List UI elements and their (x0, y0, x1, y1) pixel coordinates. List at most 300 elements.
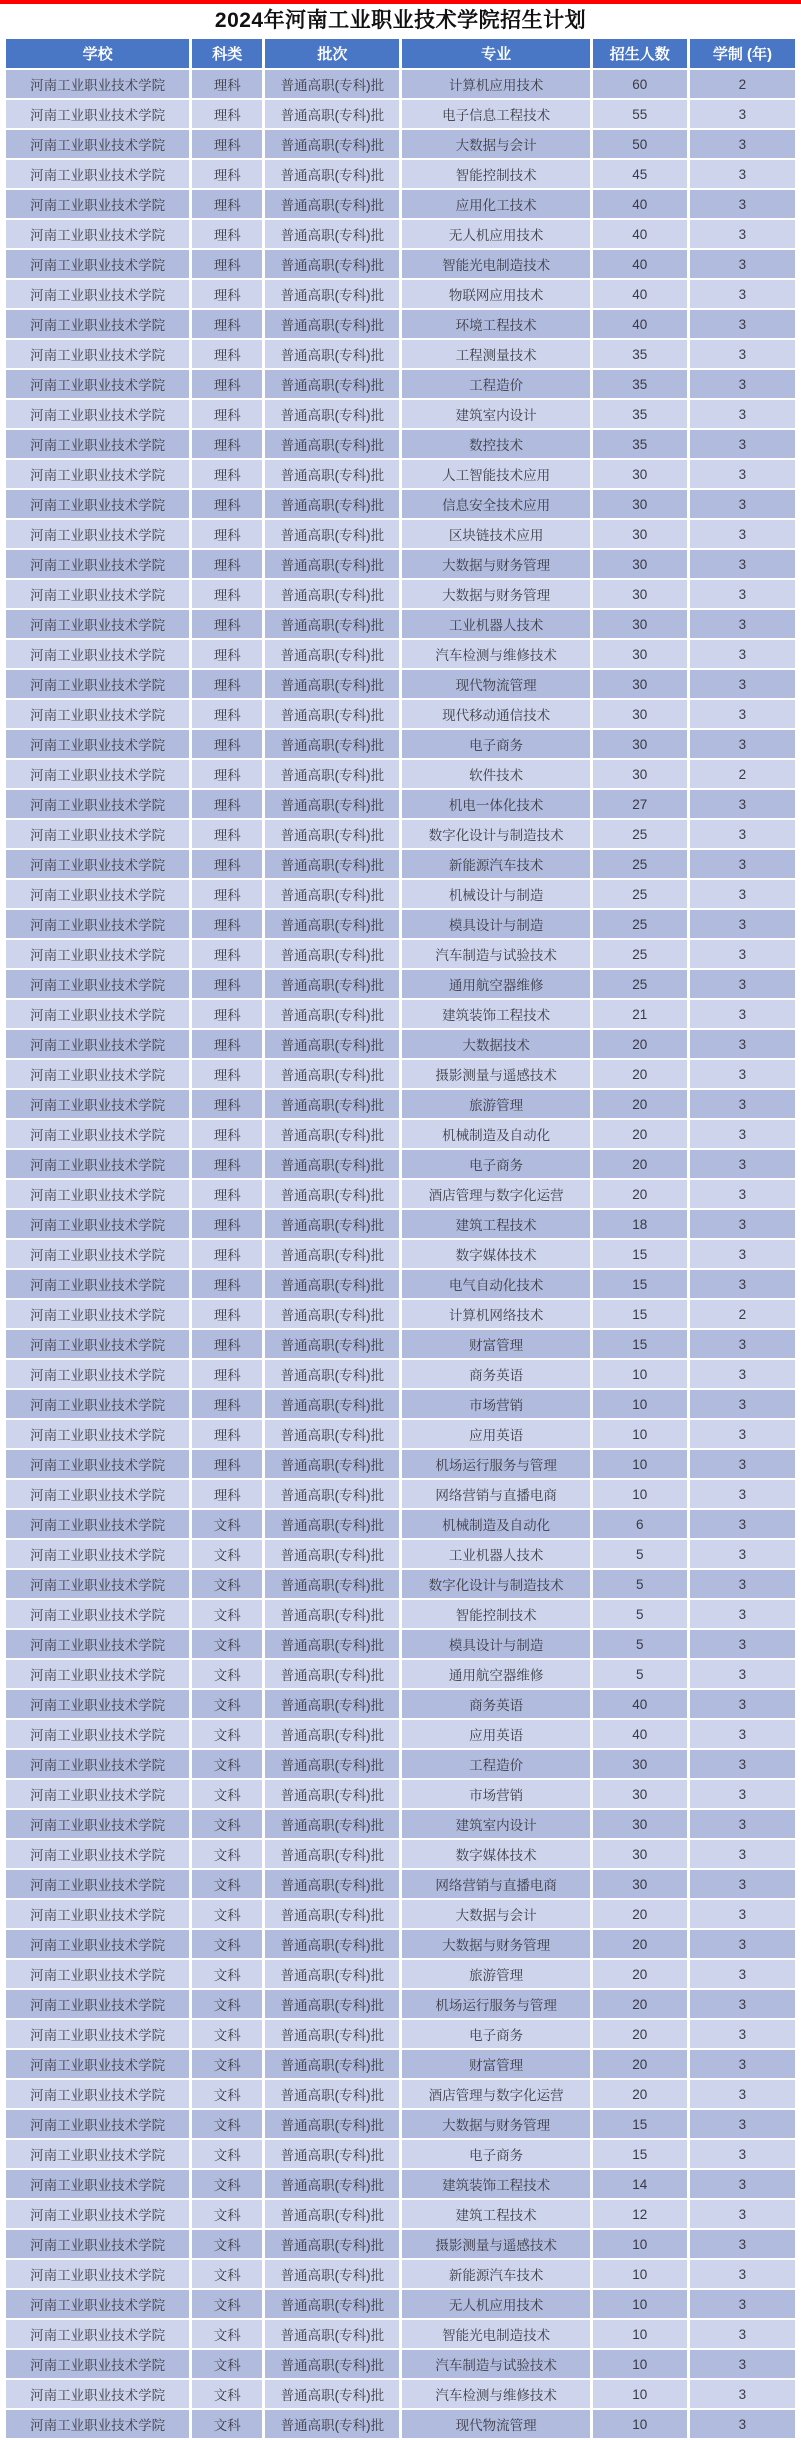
major-cell: 大数据与会计 (402, 1900, 589, 1928)
count-cell: 15 (593, 2110, 687, 2138)
school-cell: 河南工业职业技术学院 (6, 910, 189, 938)
count-cell: 40 (593, 310, 687, 338)
years-cell: 3 (690, 910, 795, 938)
count-cell: 20 (593, 1090, 687, 1118)
school-cell: 河南工业职业技术学院 (6, 1510, 189, 1538)
table-row (6, 220, 795, 248)
major-cell: 数字化设计与制造技术 (402, 820, 589, 848)
school-cell: 河南工业职业技术学院 (6, 940, 189, 968)
major-cell: 网络营销与直播电商 (402, 1870, 589, 1898)
years-cell: 3 (690, 340, 795, 368)
school-cell: 河南工业职业技术学院 (6, 1480, 189, 1508)
category-cell: 理科 (192, 610, 262, 638)
count-cell: 40 (593, 1690, 687, 1718)
category-cell: 文科 (192, 2230, 262, 2258)
batch-cell: 普通高职(专科)批 (265, 250, 399, 278)
count-cell: 30 (593, 580, 687, 608)
count-cell: 10 (593, 2320, 687, 2348)
category-cell: 理科 (192, 400, 262, 428)
count-cell: 30 (593, 1870, 687, 1898)
batch-cell: 普通高职(专科)批 (265, 760, 399, 788)
batch-cell: 普通高职(专科)批 (265, 610, 399, 638)
major-cell: 智能光电制造技术 (402, 250, 589, 278)
school-cell: 河南工业职业技术学院 (6, 2410, 189, 2438)
table-row (6, 1630, 795, 1658)
years-cell: 3 (690, 250, 795, 278)
major-cell: 物联网应用技术 (402, 280, 589, 308)
major-cell: 建筑工程技术 (402, 1210, 589, 1238)
years-cell: 3 (690, 100, 795, 128)
years-cell: 3 (690, 790, 795, 818)
table-row (6, 2110, 795, 2138)
years-cell: 3 (690, 130, 795, 158)
school-cell: 河南工业职业技术学院 (6, 2020, 189, 2048)
years-cell: 3 (690, 490, 795, 518)
count-cell: 5 (593, 1630, 687, 1658)
major-cell: 汽车制造与试验技术 (402, 940, 589, 968)
category-cell: 理科 (192, 70, 262, 98)
school-cell: 河南工业职业技术学院 (6, 250, 189, 278)
table-row (6, 2350, 795, 2378)
school-cell: 河南工业职业技术学院 (6, 730, 189, 758)
count-cell: 25 (593, 820, 687, 848)
category-cell: 理科 (192, 1000, 262, 1028)
category-cell: 文科 (192, 1720, 262, 1748)
count-cell: 30 (593, 1750, 687, 1778)
count-cell: 30 (593, 760, 687, 788)
major-cell: 网络营销与直播电商 (402, 1480, 589, 1508)
category-cell: 文科 (192, 2320, 262, 2348)
category-cell: 理科 (192, 1090, 262, 1118)
category-cell: 文科 (192, 2200, 262, 2228)
category-cell: 理科 (192, 1210, 262, 1238)
batch-cell: 普通高职(专科)批 (265, 1120, 399, 1148)
years-cell: 3 (690, 1390, 795, 1418)
years-cell: 3 (690, 1060, 795, 1088)
category-cell: 理科 (192, 490, 262, 518)
table-row (6, 1660, 795, 1688)
count-cell: 35 (593, 400, 687, 428)
years-cell: 3 (690, 1900, 795, 1928)
category-cell: 文科 (192, 1540, 262, 1568)
count-cell: 30 (593, 460, 687, 488)
category-cell: 理科 (192, 190, 262, 218)
school-cell: 河南工业职业技术学院 (6, 400, 189, 428)
batch-cell: 普通高职(专科)批 (265, 1660, 399, 1688)
table-row (6, 310, 795, 338)
table-row (6, 850, 795, 878)
count-cell: 5 (593, 1660, 687, 1688)
batch-cell: 普通高职(专科)批 (265, 1060, 399, 1088)
major-cell: 智能光电制造技术 (402, 2320, 589, 2348)
batch-cell: 普通高职(专科)批 (265, 1270, 399, 1298)
years-cell: 3 (690, 1210, 795, 1238)
batch-cell: 普通高职(专科)批 (265, 2140, 399, 2168)
category-cell: 文科 (192, 1750, 262, 1778)
school-cell: 河南工业职业技术学院 (6, 2320, 189, 2348)
category-cell: 理科 (192, 1360, 262, 1388)
table-row (6, 1090, 795, 1118)
category-cell: 文科 (192, 1960, 262, 1988)
count-cell: 30 (593, 1840, 687, 1868)
school-cell: 河南工业职业技术学院 (6, 370, 189, 398)
count-cell: 15 (593, 2140, 687, 2168)
major-cell: 酒店管理与数字化运营 (402, 1180, 589, 1208)
years-cell: 3 (690, 1930, 795, 1958)
column-header-school: 学校 (6, 39, 189, 68)
years-cell: 3 (690, 1330, 795, 1358)
batch-cell: 普通高职(专科)批 (265, 2020, 399, 2048)
major-cell: 通用航空器维修 (402, 970, 589, 998)
batch-cell: 普通高职(专科)批 (265, 160, 399, 188)
major-cell: 工业机器人技术 (402, 610, 589, 638)
count-cell: 30 (593, 1810, 687, 1838)
category-cell: 文科 (192, 1510, 262, 1538)
table-row (6, 700, 795, 728)
years-cell: 3 (690, 1240, 795, 1268)
major-cell: 环境工程技术 (402, 310, 589, 338)
category-cell: 文科 (192, 1690, 262, 1718)
years-cell: 3 (690, 1480, 795, 1508)
school-cell: 河南工业职业技术学院 (6, 1120, 189, 1148)
batch-cell: 普通高职(专科)批 (265, 2350, 399, 2378)
batch-cell: 普通高职(专科)批 (265, 910, 399, 938)
category-cell: 理科 (192, 310, 262, 338)
count-cell: 45 (593, 160, 687, 188)
years-cell: 3 (690, 2110, 795, 2138)
years-cell: 3 (690, 2380, 795, 2408)
batch-cell: 普通高职(专科)批 (265, 1030, 399, 1058)
batch-cell: 普通高职(专科)批 (265, 1240, 399, 1268)
major-cell: 建筑室内设计 (402, 400, 589, 428)
table-row (6, 2290, 795, 2318)
school-cell: 河南工业职业技术学院 (6, 700, 189, 728)
table-row (6, 970, 795, 998)
category-cell: 理科 (192, 850, 262, 878)
count-cell: 10 (593, 2350, 687, 2378)
years-cell: 3 (690, 2290, 795, 2318)
count-cell: 20 (593, 1900, 687, 1928)
batch-cell: 普通高职(专科)批 (265, 2410, 399, 2438)
school-cell: 河南工业职业技术学院 (6, 1030, 189, 1058)
school-cell: 河南工业职业技术学院 (6, 1990, 189, 2018)
category-cell: 文科 (192, 2020, 262, 2048)
batch-cell: 普通高职(专科)批 (265, 1300, 399, 1328)
count-cell: 35 (593, 370, 687, 398)
major-cell: 机场运行服务与管理 (402, 1990, 589, 2018)
count-cell: 10 (593, 1450, 687, 1478)
major-cell: 电子商务 (402, 2020, 589, 2048)
school-cell: 河南工业职业技术学院 (6, 1000, 189, 1028)
major-cell: 工程造价 (402, 1750, 589, 1778)
category-cell: 文科 (192, 2050, 262, 2078)
major-cell: 机械制造及自动化 (402, 1120, 589, 1148)
table-row (6, 1900, 795, 1928)
category-cell: 理科 (192, 1390, 262, 1418)
count-cell: 25 (593, 940, 687, 968)
count-cell: 14 (593, 2170, 687, 2198)
major-cell: 大数据与财务管理 (402, 550, 589, 578)
count-cell: 18 (593, 1210, 687, 1238)
batch-cell: 普通高职(专科)批 (265, 2320, 399, 2348)
school-cell: 河南工业职业技术学院 (6, 1450, 189, 1478)
category-cell: 理科 (192, 1060, 262, 1088)
years-cell: 3 (690, 1870, 795, 1898)
batch-cell: 普通高职(专科)批 (265, 1000, 399, 1028)
count-cell: 30 (593, 550, 687, 578)
category-cell: 理科 (192, 640, 262, 668)
category-cell: 理科 (192, 940, 262, 968)
column-header-major: 专业 (402, 39, 589, 68)
years-cell: 3 (690, 1150, 795, 1178)
enrollment-table-header (6, 39, 795, 68)
school-cell: 河南工业职业技术学院 (6, 640, 189, 668)
table-row (6, 100, 795, 128)
major-cell: 汽车检测与维修技术 (402, 640, 589, 668)
major-cell: 汽车检测与维修技术 (402, 2380, 589, 2408)
category-cell: 文科 (192, 1600, 262, 1628)
school-cell: 河南工业职业技术学院 (6, 2200, 189, 2228)
table-row (6, 1240, 795, 1268)
years-cell: 3 (690, 2200, 795, 2228)
years-cell: 3 (690, 700, 795, 728)
school-cell: 河南工业职业技术学院 (6, 550, 189, 578)
batch-cell: 普通高职(专科)批 (265, 1330, 399, 1358)
school-cell: 河南工业职业技术学院 (6, 1150, 189, 1178)
school-cell: 河南工业职业技术学院 (6, 70, 189, 98)
batch-cell: 普通高职(专科)批 (265, 2230, 399, 2258)
count-cell: 40 (593, 1720, 687, 1748)
category-cell: 理科 (192, 1330, 262, 1358)
school-cell: 河南工业职业技术学院 (6, 520, 189, 548)
table-row (6, 490, 795, 518)
school-cell: 河南工业职业技术学院 (6, 100, 189, 128)
school-cell: 河南工业职业技术学院 (6, 1750, 189, 1778)
table-row (6, 2140, 795, 2168)
years-cell: 3 (690, 2260, 795, 2288)
years-cell: 3 (690, 160, 795, 188)
table-row (6, 1420, 795, 1448)
school-cell: 河南工业职业技术学院 (6, 820, 189, 848)
count-cell: 10 (593, 2230, 687, 2258)
major-cell: 汽车制造与试验技术 (402, 2350, 589, 2378)
school-cell: 河南工业职业技术学院 (6, 2290, 189, 2318)
enrollment-table (3, 37, 798, 2440)
category-cell: 理科 (192, 700, 262, 728)
years-cell: 3 (690, 2320, 795, 2348)
school-cell: 河南工业职业技术学院 (6, 760, 189, 788)
years-cell: 3 (690, 1690, 795, 1718)
major-cell: 智能控制技术 (402, 1600, 589, 1628)
major-cell: 电子商务 (402, 1150, 589, 1178)
batch-cell: 普通高职(专科)批 (265, 730, 399, 758)
count-cell: 6 (593, 1510, 687, 1538)
table-row (6, 400, 795, 428)
batch-cell: 普通高职(专科)批 (265, 2050, 399, 2078)
years-cell: 3 (690, 2410, 795, 2438)
table-row (6, 2320, 795, 2348)
years-cell: 3 (690, 430, 795, 458)
major-cell: 计算机网络技术 (402, 1300, 589, 1328)
major-cell: 电气自动化技术 (402, 1270, 589, 1298)
table-row (6, 730, 795, 758)
table-row (6, 940, 795, 968)
category-cell: 理科 (192, 430, 262, 458)
years-cell: 3 (690, 370, 795, 398)
batch-cell: 普通高职(专科)批 (265, 580, 399, 608)
batch-cell: 普通高职(专科)批 (265, 2170, 399, 2198)
category-cell: 理科 (192, 1120, 262, 1148)
batch-cell: 普通高职(专科)批 (265, 340, 399, 368)
batch-cell: 普通高职(专科)批 (265, 430, 399, 458)
major-cell: 商务英语 (402, 1690, 589, 1718)
category-cell: 文科 (192, 1570, 262, 1598)
category-cell: 理科 (192, 460, 262, 488)
category-cell: 文科 (192, 2110, 262, 2138)
school-cell: 河南工业职业技术学院 (6, 1210, 189, 1238)
years-cell: 3 (690, 580, 795, 608)
major-cell: 机电一体化技术 (402, 790, 589, 818)
batch-cell: 普通高职(专科)批 (265, 670, 399, 698)
years-cell: 3 (690, 1120, 795, 1148)
table-row (6, 520, 795, 548)
major-cell: 应用英语 (402, 1420, 589, 1448)
major-cell: 旅游管理 (402, 1960, 589, 1988)
school-cell: 河南工业职业技术学院 (6, 430, 189, 458)
batch-cell: 普通高职(专科)批 (265, 1450, 399, 1478)
batch-cell: 普通高职(专科)批 (265, 2380, 399, 2408)
major-cell: 应用化工技术 (402, 190, 589, 218)
major-cell: 新能源汽车技术 (402, 2260, 589, 2288)
category-cell: 理科 (192, 550, 262, 578)
school-cell: 河南工业职业技术学院 (6, 1660, 189, 1688)
table-row (6, 1480, 795, 1508)
major-cell: 建筑室内设计 (402, 1810, 589, 1838)
count-cell: 40 (593, 190, 687, 218)
table-row (6, 670, 795, 698)
count-cell: 10 (593, 2410, 687, 2438)
batch-cell: 普通高职(专科)批 (265, 1840, 399, 1868)
title-bar (0, 4, 801, 37)
table-row (6, 1030, 795, 1058)
table-row (6, 1510, 795, 1538)
years-cell: 3 (690, 310, 795, 338)
table-row (6, 1810, 795, 1838)
batch-cell: 普通高职(专科)批 (265, 1690, 399, 1718)
school-cell: 河南工业职业技术学院 (6, 1240, 189, 1268)
count-cell: 30 (593, 520, 687, 548)
category-cell: 文科 (192, 1630, 262, 1658)
table-row (6, 2230, 795, 2258)
major-cell: 电子信息工程技术 (402, 100, 589, 128)
years-cell: 3 (690, 1780, 795, 1808)
major-cell: 旅游管理 (402, 1090, 589, 1118)
major-cell: 模具设计与制造 (402, 1630, 589, 1658)
category-cell: 理科 (192, 1450, 262, 1478)
major-cell: 大数据技术 (402, 1030, 589, 1058)
table-row (6, 2020, 795, 2048)
batch-cell: 普通高职(专科)批 (265, 1930, 399, 1958)
table-row (6, 1060, 795, 1088)
count-cell: 60 (593, 70, 687, 98)
table-row (6, 640, 795, 668)
years-cell: 3 (690, 190, 795, 218)
school-cell: 河南工业职业技术学院 (6, 340, 189, 368)
major-cell: 大数据与财务管理 (402, 1930, 589, 1958)
table-row (6, 70, 795, 98)
count-cell: 30 (593, 640, 687, 668)
years-cell: 3 (690, 730, 795, 758)
years-cell: 3 (690, 1180, 795, 1208)
table-row (6, 1150, 795, 1178)
school-cell: 河南工业职业技术学院 (6, 610, 189, 638)
batch-cell: 普通高职(专科)批 (265, 520, 399, 548)
category-cell: 文科 (192, 1810, 262, 1838)
count-cell: 12 (593, 2200, 687, 2228)
batch-cell: 普通高职(专科)批 (265, 460, 399, 488)
category-cell: 理科 (192, 1300, 262, 1328)
table-row (6, 370, 795, 398)
school-cell: 河南工业职业技术学院 (6, 1630, 189, 1658)
years-cell: 3 (690, 550, 795, 578)
category-cell: 理科 (192, 100, 262, 128)
count-cell: 20 (593, 1060, 687, 1088)
batch-cell: 普通高职(专科)批 (265, 940, 399, 968)
school-cell: 河南工业职业技术学院 (6, 2140, 189, 2168)
school-cell: 河南工业职业技术学院 (6, 1930, 189, 1958)
count-cell: 5 (593, 1600, 687, 1628)
school-cell: 河南工业职业技术学院 (6, 580, 189, 608)
category-cell: 理科 (192, 580, 262, 608)
school-cell: 河南工业职业技术学院 (6, 1600, 189, 1628)
category-cell: 理科 (192, 250, 262, 278)
count-cell: 10 (593, 2290, 687, 2318)
count-cell: 30 (593, 670, 687, 698)
major-cell: 建筑工程技术 (402, 2200, 589, 2228)
category-cell: 文科 (192, 1990, 262, 2018)
years-cell: 3 (690, 2230, 795, 2258)
batch-cell: 普通高职(专科)批 (265, 1810, 399, 1838)
years-cell: 3 (690, 2020, 795, 2048)
batch-cell: 普通高职(专科)批 (265, 1570, 399, 1598)
category-cell: 理科 (192, 970, 262, 998)
count-cell: 10 (593, 1360, 687, 1388)
category-cell: 理科 (192, 670, 262, 698)
batch-cell: 普通高职(专科)批 (265, 1750, 399, 1778)
table-row (6, 2170, 795, 2198)
years-cell: 3 (690, 820, 795, 848)
major-cell: 数字媒体技术 (402, 1240, 589, 1268)
table-row (6, 1000, 795, 1028)
batch-cell: 普通高职(专科)批 (265, 2200, 399, 2228)
major-cell: 人工智能技术应用 (402, 460, 589, 488)
table-row (6, 460, 795, 488)
count-cell: 10 (593, 1480, 687, 1508)
table-row (6, 1840, 795, 1868)
category-cell: 理科 (192, 880, 262, 908)
batch-cell: 普通高职(专科)批 (265, 700, 399, 728)
category-cell: 文科 (192, 2170, 262, 2198)
count-cell: 20 (593, 1150, 687, 1178)
category-cell: 理科 (192, 340, 262, 368)
table-row (6, 1780, 795, 1808)
years-cell: 3 (690, 1570, 795, 1598)
count-cell: 10 (593, 2260, 687, 2288)
category-cell: 理科 (192, 730, 262, 758)
batch-cell: 普通高职(专科)批 (265, 970, 399, 998)
major-cell: 机场运行服务与管理 (402, 1450, 589, 1478)
table-row (6, 2050, 795, 2078)
